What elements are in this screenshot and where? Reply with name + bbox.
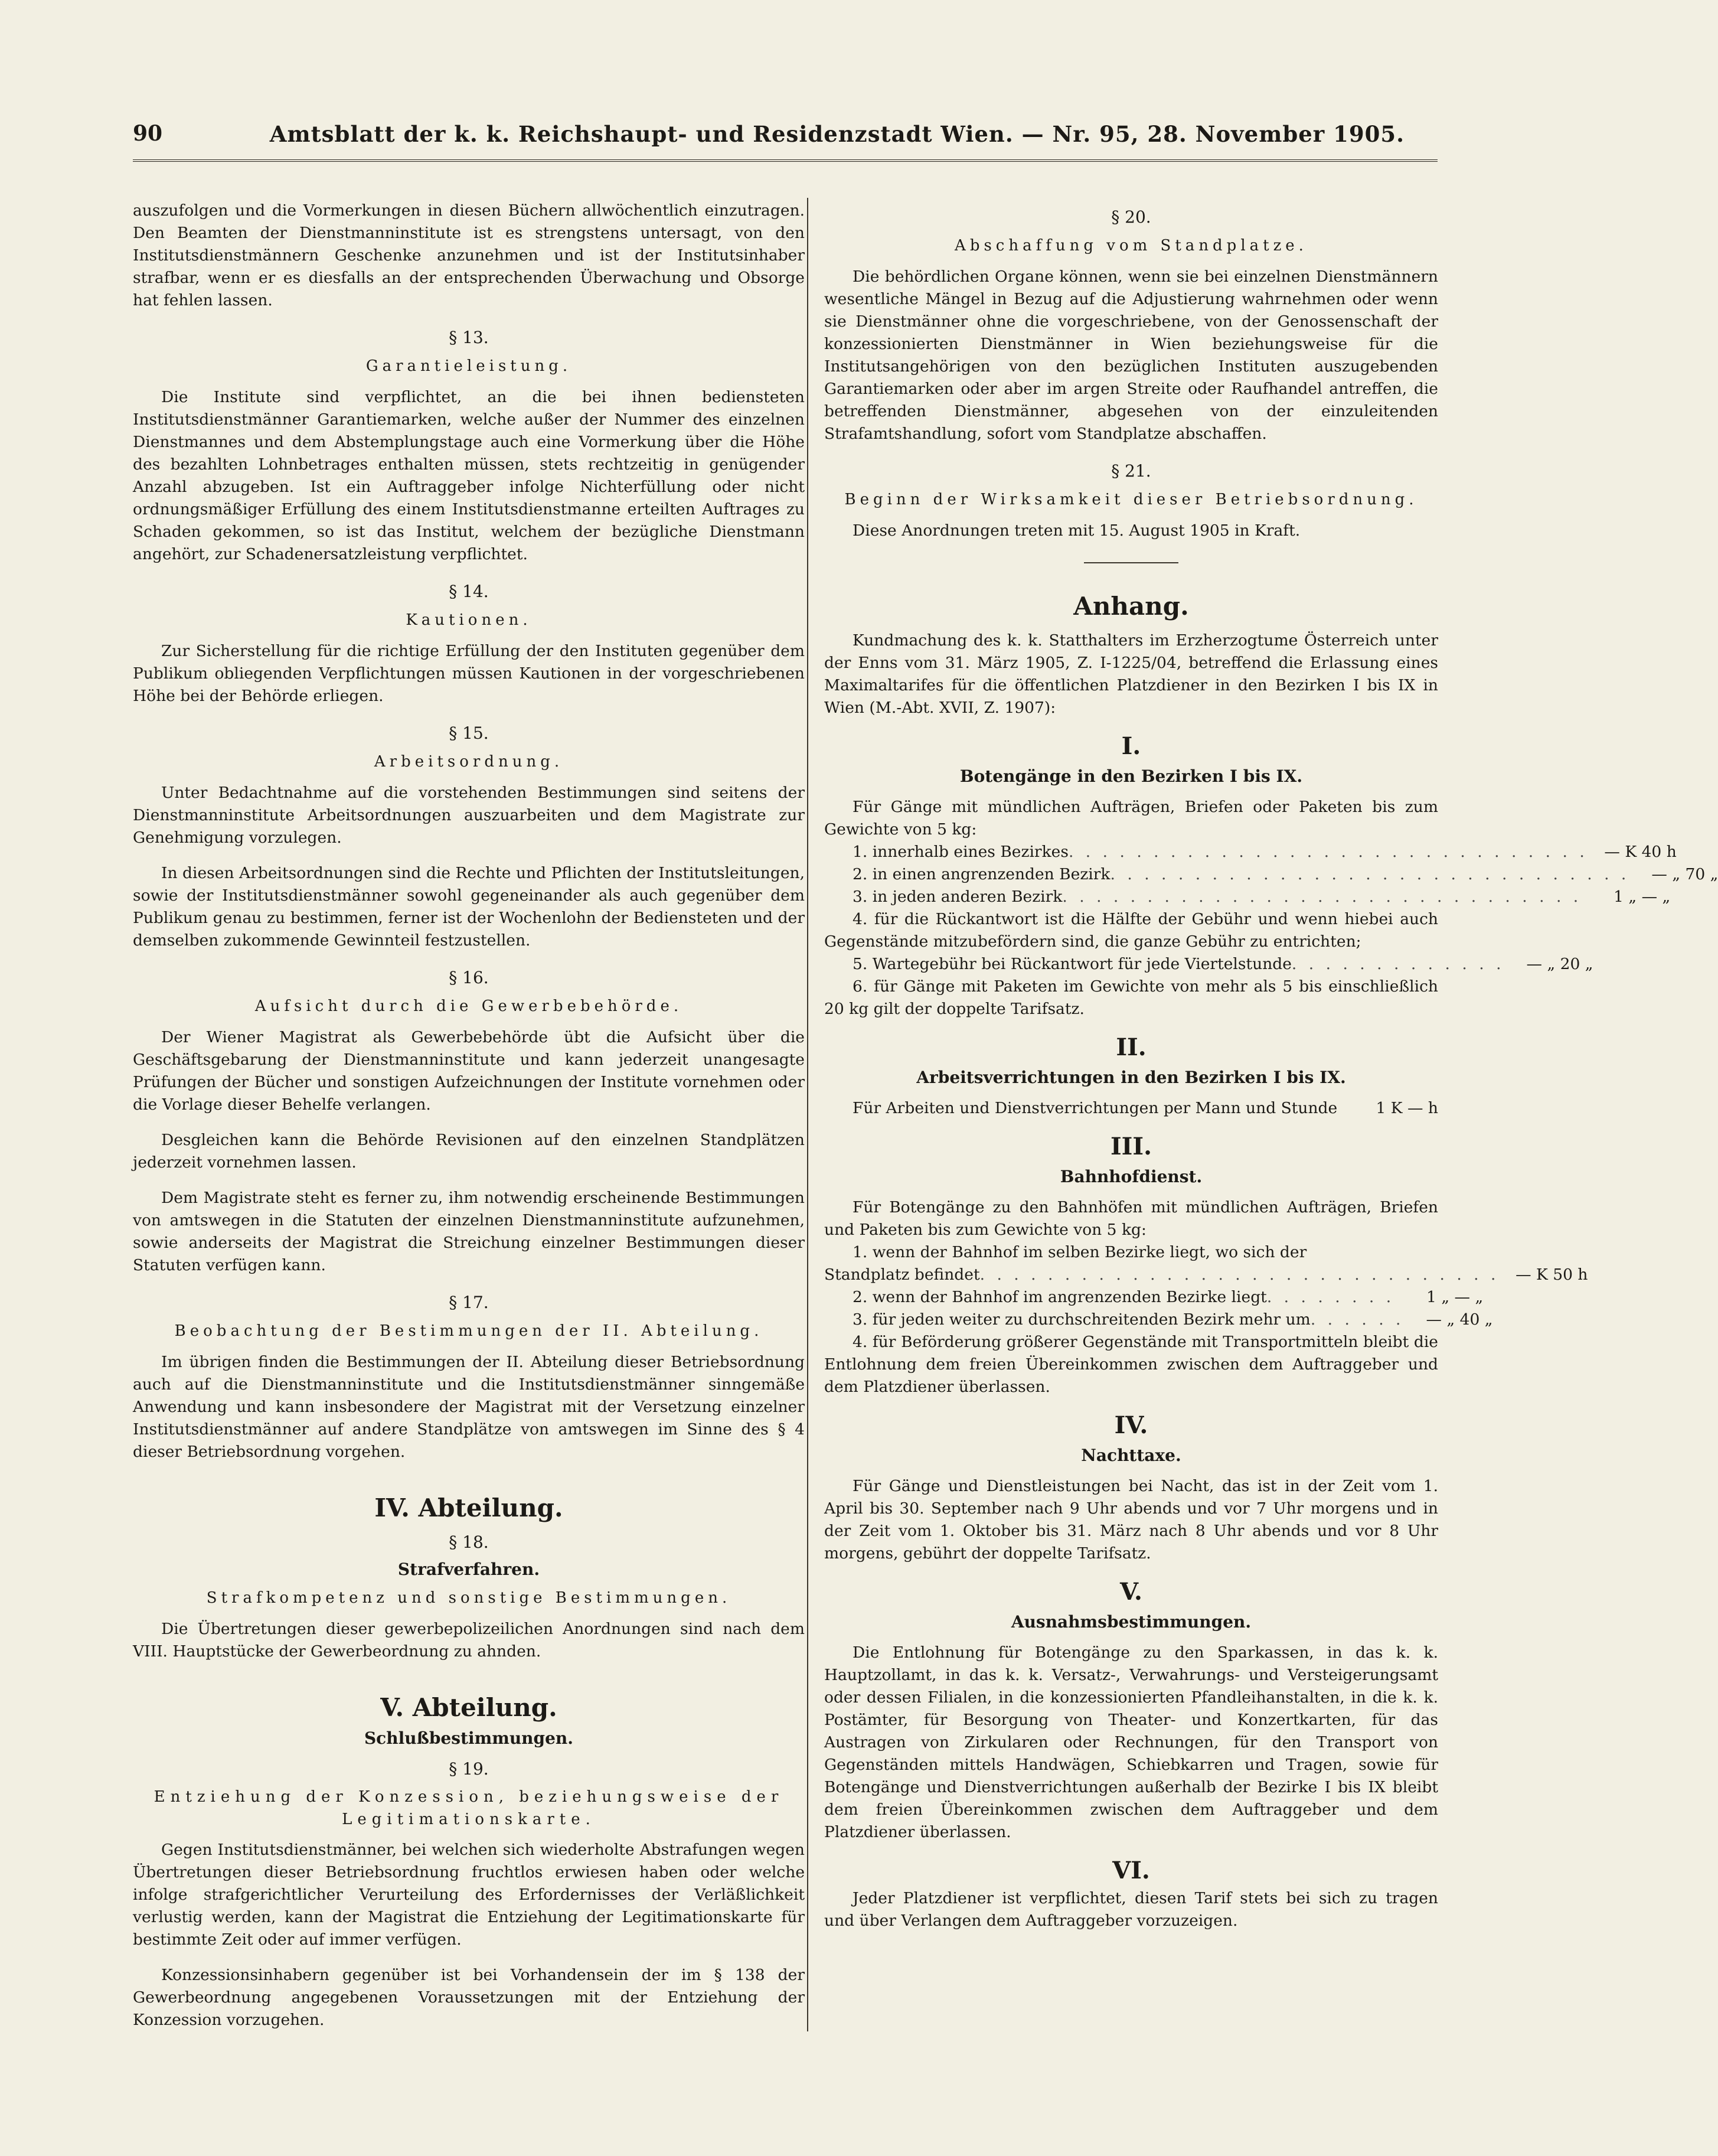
tariff-section-number: I. — [1121, 732, 1141, 760]
section-title: Abschaffung vom Standplatze. — [955, 237, 1308, 255]
paragraph: Gegen Institutsdienstmänner, bei welchen sich wiederholte Abstrafungen wegen Übertretungen dieser Betriebsordnung fruchtlos erwiesen haben oder welche infolge strafgerichtlicher Verurteilung des Erfordernisses der Verläßlichkeit verlustig werden, kann der Magistrat die Entziehung der Legitimationskarte für bestimmte Zeit oder auf immer verfügen. — [133, 1841, 805, 1949]
paragraph: Für Botengänge zu den Bahnhöfen mit mündlichen Aufträgen, Briefen und Paketen bis zum Gewichte von 5 kg: — [824, 1198, 1438, 1239]
right-column — [824, 200, 1718, 2036]
tariff-item: 4. für die Rückantwort ist die Hälfte der Gebühr und wenn hiebei auch Gegenstände mitzubefördern sind, die ganze Gebühr zu entrichten; — [824, 910, 1438, 951]
section-separator — [1084, 562, 1178, 563]
section-title: Aufsicht durch die Gewerbebehörde. — [254, 997, 683, 1015]
section-number: § 19. — [449, 1759, 489, 1779]
section-number: § 17. — [449, 1293, 489, 1312]
section-title: Beginn der Wirksamkeit dieser Betriebsordnung. — [844, 491, 1418, 508]
subsection-title: Strafverfahren. — [397, 1560, 540, 1579]
header-rule — [133, 159, 1438, 162]
column-divider — [807, 198, 808, 2031]
paragraph: Konzessionsinhabern gegenüber ist bei Vorhandensein der im § 138 der Gewerbeordnung angegebenen Voraussetzungen mit der Entziehung der Konzession vorzugehen. — [133, 1966, 805, 2029]
section-title: Strafkompetenz und sonstige Bestimmungen. — [206, 1589, 731, 1607]
tariff-price: — „ 40 „ — [1426, 1310, 1493, 1329]
tariff-item: 5. Wartegebühr bei Rückantwort für jede Viertelstunde . . . . . . . . . . . . . — „ 20 „ — [824, 953, 1438, 976]
section-title: Beobachtung der Bestimmungen der II. Abteilung. — [174, 1322, 763, 1340]
paragraph: Jeder Platzdiener ist verpflichtet, diesen Tarif stets bei sich zu tragen und über Verlangen dem Auftraggeber vorzuzeigen. — [824, 1889, 1438, 1930]
tariff-item: 1. innerhalb eines Bezirkes . . . . . . . . . . . . . . . . . . . . . . . . . . . . . . . — K 40 h — [824, 841, 1438, 863]
tariff-item: 4. für Beförderung größerer Gegenstände mit Transportmitteln bleibt die Entlohnung dem freien Übereinkommen zwischen dem Auftraggeber und dem Platzdiener überlassen. — [824, 1333, 1438, 1396]
section-number: § 20. — [1111, 207, 1151, 227]
paragraph: Desgleichen kann die Behörde Revisionen auf den einzelnen Standplätzen jederzeit vornehmen lassen. — [133, 1131, 805, 1172]
section-title: Garantieleistung. — [365, 357, 572, 375]
paragraph: Für Gänge und Dienstleistungen bei Nacht, das ist in der Zeit vom 1. April bis 30. September nach 9 Uhr abends und vor 7 Uhr morgens und in der Zeit vom 1. Oktober bis 31. März nach 8 Uhr abends und vor 8 Uhr morgens, gebührt der doppelte Tarifsatz. — [824, 1477, 1438, 1563]
running-title: Amtsblatt der k. k. Reichshaupt- und Residenzstadt Wien. — Nr. 95, 28. November 1905. — [269, 121, 1405, 147]
paragraph: Der Wiener Magistrat als Gewerbebehörde übt die Aufsicht über die Geschäftsgebarung der Dienstmanninstitute und kann jederzeit unangesagte Prüfungen der Bücher und sonstigen Aufzeichnungen der Institute vornehmen oder die Vorlage dieser Behelfe verlangen. — [133, 1028, 805, 1114]
tariff-price: 1 K — h — [1376, 1099, 1438, 1117]
paragraph: Die Institute sind verpflichtet, an die bei ihnen bediensteten Institutsdienstmänner Garantiemarken, welche außer der Nummer des einzelnen Dienstmannes und dem Abstemplungstage auch eine Vormerkung über die Höhe des bezahlten Lohnbetrages enthalten müssen, stets rechtzeitig in genügender Anzahl abzugeben. Ist ein Auftraggeber infolge Nichterfüllung oder nicht ordnungsmäßiger Erfüllung des einem Institutsdienstmanne erteilten Auftrages zu Schaden gekommen, so ist das Institut, welchem der bezügliche Dienstmann angehört, zur Schadenersatzleistung verpflichtet. — [133, 388, 805, 563]
tariff-item: 3. für jeden weiter zu durchschreitenden Bezirk mehr um . . . . . . — „ 40 „ — [824, 1309, 1438, 1331]
appendix-heading: Anhang. — [1073, 592, 1189, 621]
paragraph: Die Übertretungen dieser gewerbepolizeilichen Anordnungen sind nach dem VIII. Hauptstücke der Gewerbeordnung zu ahnden. — [133, 1620, 805, 1661]
tariff-price: — K 40 h — [1604, 843, 1677, 861]
tariff-section-number: IV. — [1114, 1411, 1148, 1439]
section-title: Entziehung der Konzession, beziehungsweise der Legitimationskarte. — [153, 1788, 784, 1828]
paragraph: Die behördlichen Organe können, wenn sie bei einzelnen Dienstmännern wesentliche Mängel in Bezug auf die Adjustierung wahrnehmen oder wenn sie Dienstmänner ohne die vorgeschriebene, von der Genossenschaft der konzessionierten Dienstmänner in Wien beziehungsweise für die Institutsangehörigen von den bezüglichen Instituten auszugebenden Garantiemarken oder aber im argen Streite oder Raufhandel antreffen, die betreffenden Dienstmänner, abgesehen von der einzuleitenden Strafamtshandlung, sofort vom Standplatze abschaffen. — [824, 268, 1438, 443]
tariff-section-title: Nachttaxe. — [1081, 1446, 1181, 1465]
left-column — [133, 200, 805, 2036]
paragraph: Diese Anordnungen treten mit 15. August 1905 in Kraft. — [853, 521, 1301, 540]
paragraph: Zur Sicherstellung für die richtige Erfüllung der den Instituten gegenüber dem Publikum obliegenden Verpflichtungen müssen Kautionen in der vorgeschriebenen Höhe bei der Behörde erliegen. — [133, 642, 805, 705]
section-number: § 21. — [1111, 461, 1151, 481]
section-number: § 18. — [449, 1532, 489, 1552]
tariff-item: Standplatz befindet . . . . . . . . . . . . . . . . . . . . . . . . . . . . . . . — K 50 h — [824, 1264, 1438, 1286]
division-heading: V. Abteilung. — [380, 1693, 557, 1722]
tariff-section-title: Ausnahmsbestimmungen. — [1011, 1612, 1252, 1632]
paragraph: Unter Bedachtnahme auf die vorstehenden Bestimmungen sind seitens der Dienstmanninstitute Arbeitsordnungen auszuarbeiten und dem Magistrate zur Genehmigung vorzulegen. — [133, 784, 805, 847]
tariff-section-number: VI. — [1112, 1857, 1150, 1884]
section-number: § 15. — [449, 723, 489, 743]
tariff-price: — „ 20 „ — [1526, 955, 1593, 973]
section-title: Kautionen. — [406, 611, 532, 629]
section-number: § 16. — [449, 968, 489, 987]
subsection-title: Schlußbestimmungen. — [364, 1728, 574, 1748]
tariff-item: 1. wenn der Bahnhof im selben Bezirke liegt, wo sich der — [853, 1243, 1307, 1261]
tariff-item: 2. wenn der Bahnhof im angrenzenden Bezirke liegt . . . . . . . . 1 „ — „ — [824, 1286, 1438, 1309]
tariff-item: 6. für Gänge mit Paketen im Gewichte von mehr als 5 bis einschließlich 20 kg gilt der doppelte Tarifsatz. — [824, 977, 1438, 1018]
tariff-section-number: II. — [1116, 1033, 1147, 1061]
tariff-section-title: Botengänge in den Bezirken I bis IX. — [959, 766, 1303, 786]
tariff-price: — „ 70 „ — [1651, 865, 1718, 883]
section-number: § 13. — [449, 328, 489, 347]
division-heading: IV. Abteilung. — [374, 1493, 563, 1522]
page-number: 90 — [133, 121, 163, 146]
tariff-section-title: Bahnhofdienst. — [1060, 1167, 1203, 1186]
tariff-section-number: V. — [1120, 1578, 1142, 1606]
tariff-price: — K 50 h — [1516, 1265, 1588, 1284]
page-header — [133, 121, 1438, 156]
paragraph: In diesen Arbeitsordnungen sind die Rechte und Pflichten der Institutsleitungen, sowie der Institutsdienstmänner sowohl gegeneinander als auch gegenüber dem Publikum genau zu bestimmen, ferner ist der Wochenlohn der Bediensteten und der demselben zukommende Gewinnteil festzustellen. — [133, 864, 805, 950]
paragraph: Die Entlohnung für Botengänge zu den Sparkassen, in das k. k. Hauptzollamt, in das k. k. Versatz-, Verwahrungs- und Versteigerungsamt oder dessen Filialen, in die konzessionierten Pfandleihanstalten, in die k. k. Postämter, für Besorgung von Theater- und Konzertkarten, für das Austragen von Zirkularen oder Rechnungen, für den Transport von Gegenständen mittels Handwägen, Schiebkarren und Tragen, sowie für Botengänge und Dienstverrichtungen außerhalb der Bezirke I bis IX bleibt dem freien Übereinkommen zwischen dem Auftraggeber und dem Platzdiener überlassen. — [824, 1643, 1438, 1841]
tariff-section-number: III. — [1110, 1133, 1152, 1160]
tariff-price: 1 „ — „ — [1426, 1288, 1484, 1306]
tariff-price: 1 „ — „ — [1614, 888, 1671, 906]
section-number: § 14. — [449, 582, 489, 601]
announcement-paragraph: Kundmachung des k. k. Statthalters im Erzherzogtume Österreich unter der Enns vom 31. März 1905, Z. I-1225/04, betreffend die Erlassung eines Maximaltarifes für die öffentlichen Platzdiener in den Bezirken I bis IX in Wien (M.-Abt. XVII, Z. 1907): — [824, 631, 1438, 717]
intro-paragraph: auszufolgen und die Vormerkungen in diesen Büchern allwöchentlich einzutragen. Den Beamten der Dienstmanninstitute ist es strengstens untersagt, von den Institutsdienstmännern Geschenke anzunehmen und ist der Institutsinhaber strafbar, wenn er es diesfalls an der entsprechenden Überwachung und Obsorge hat fehlen lassen. — [133, 201, 805, 309]
paragraph: Im übrigen finden die Bestimmungen der II. Abteilung dieser Betriebsordnung auch auf die Dienstmanninstitute und die Institutsdienstmänner sinngemäße Anwendung und kann insbesondere der Magistrat mit der Versetzung einzelner Institutsdienstmänner auf andere Standplätze von amtswegen im Sinne des § 4 dieser Betriebsordnung vorgehen. — [133, 1353, 805, 1461]
section-title: Arbeitsordnung. — [374, 753, 564, 771]
tariff-item: Für Arbeiten und Dienstverrichtungen per Mann und Stunde 1 K — h — [824, 1097, 1438, 1120]
tariff-item: 3. in jeden anderen Bezirk . . . . . . . . . . . . . . . . . . . . . . . . . . . . . . . 1 „ — „ — [824, 886, 1438, 908]
paragraph: Für Gänge mit mündlichen Aufträgen, Briefen oder Paketen bis zum Gewichte von 5 kg: — [824, 798, 1438, 839]
paragraph: Dem Magistrate steht es ferner zu, ihm notwendig erscheinende Bestimmungen von amtswegen in die Statuten der einzelnen Dienstmanninstitute aufzunehmen, sowie anderseits der Magistrat die Streichung einzelner Bestimmungen dieser Statuten verfügen kann. — [133, 1189, 805, 1274]
tariff-item: 2. in einen angrenzenden Bezirk . . . . . . . . . . . . . . . . . . . . . . . . . . . . . . . — „ 70 „ — [824, 863, 1438, 886]
tariff-section-title: Arbeitsverrichtungen in den Bezirken I bis IX. — [916, 1068, 1346, 1087]
